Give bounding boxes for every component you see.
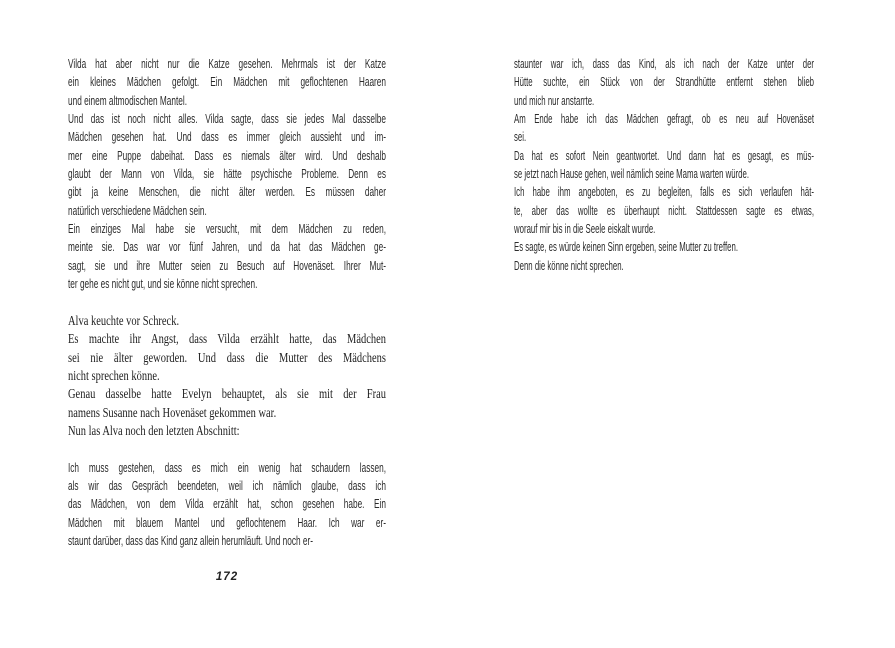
text-line: und einem altmodischen Mantel. — [68, 92, 188, 108]
text-line: Da hat es sofort Nein geantwortet. Und dann hat es gesagt, es müs- — [514, 147, 814, 163]
text-line: staunt darüber, dass das Kind ganz allein herumläuft. Und noch er- — [68, 532, 313, 548]
paragraph — [514, 183, 814, 238]
page-number: 172 — [215, 571, 239, 583]
text-line: Ein einziges Mal habe sie versucht, mit dem Mädchen zu reden, — [68, 221, 386, 237]
text-line: Es machte ihr Angst, dass Vilda erzählt hatte, das Mädchen — [68, 331, 386, 347]
text-line: gibt ja keine Menschen, die nicht älter werden. Es müssen daher — [68, 184, 386, 200]
text-line: ein kleines Mädchen gefolgt. Ein Mädchen mit geflochtenen Haaren — [68, 74, 386, 90]
paragraph — [514, 147, 814, 184]
text-block-inner — [68, 55, 386, 293]
right-page — [514, 55, 814, 275]
text-line: mer eine Puppe dabeihat. Dass es niemals älter wird. Und deshalb — [68, 147, 386, 163]
text-block-serif — [68, 312, 386, 440]
text-line: Genau dasselbe hatte Evelyn behauptet, als sie mit der Frau — [68, 386, 386, 402]
paragraph — [68, 55, 386, 110]
paragraph — [68, 220, 386, 293]
paragraph — [514, 238, 814, 256]
text-block-sans — [514, 55, 814, 275]
text-line: namens Susanne nach Hovenäset gekommen war. — [68, 404, 277, 420]
text-block-inner — [514, 55, 814, 275]
text-line: Vilda hat aber nicht nur die Katze gesehen. Mehrmals ist der Katze — [68, 56, 386, 71]
text-line: Ich habe ihm angeboten, es zu begleiten, falls es sich verlaufen hät- — [514, 184, 814, 200]
text-line: sei. — [514, 129, 527, 145]
text-line: natürlich verschiedene Mädchen sein. — [68, 202, 207, 218]
text-line: Denn die könne nicht sprechen. — [514, 257, 624, 273]
text-line: und mich nur anstarrte. — [514, 92, 595, 108]
text-line: se jetzt nach Hause gehen, weil nämlich seine Mama warten würde. — [514, 166, 749, 182]
left-page — [68, 55, 386, 550]
paragraph — [514, 257, 814, 275]
text-line: staunter war ich, dass das Kind, als ich nach der Katze unter der — [514, 56, 814, 71]
paragraph — [514, 110, 814, 147]
text-line: Und das ist noch nicht alles. Vilda sagte, dass sie jedes Mal dasselbe — [68, 111, 386, 127]
paragraph — [68, 110, 386, 220]
text-block-sans — [68, 55, 386, 293]
text-line: Es sagte, es würde keinen Sinn ergeben, seine Mutter zu treffen. — [514, 239, 739, 255]
text-line: meinte sie. Das war vor fünf Jahren, und da hat das Mädchen ge- — [68, 239, 386, 255]
text-line: Ich muss gestehen, dass es mich ein wenig hat schaudern lassen, — [68, 459, 386, 475]
text-block-inner — [68, 312, 386, 440]
text-line: glaubt der Mann von Vilda, sie hätte psychische Probleme. Denn es — [68, 166, 386, 182]
text-line: das Mädchen, von dem Vilda erzählt hat, schon gesehen habe. Ein — [68, 496, 386, 512]
text-block-inner — [68, 459, 386, 551]
paragraph — [68, 422, 386, 440]
text-line: Hütte suchte, ein Stück von der Strandhütte entfernt stehen blieb — [514, 74, 814, 90]
paragraph — [68, 385, 386, 422]
text-line: sei nie älter geworden. Und dass die Mutter des Mädchens — [68, 349, 386, 365]
text-line: Am Ende habe ich das Mädchen gefragt, ob es neu auf Hovenäset — [514, 111, 814, 127]
text-line: Mädchen mit blauem Mantel und geflochtenem Haar. Ich war er- — [68, 514, 386, 530]
text-line: sagt, sie und ihre Mutter seien zu Besuch auf Hovenäset. Ihrer Mut- — [68, 257, 386, 273]
text-line: Alva keuchte vor Schreck. — [68, 312, 180, 328]
text-line: Mädchen gesehen hat. Und dass es immer gleich aussieht und im- — [68, 129, 386, 145]
paragraph — [68, 312, 386, 330]
paragraph — [68, 330, 386, 385]
text-line: worauf mir bis in die Seele eiskalt wurde. — [514, 221, 656, 237]
text-line: ter gehe es nicht gut, und sie könne nicht sprechen. — [68, 276, 258, 292]
text-line: als wir das Gespräch beendeten, weil ich nämlich glaube, dass ich — [68, 477, 386, 493]
paragraph — [514, 55, 814, 110]
text-line: Nun las Alva noch den letzten Abschnitt: — [68, 422, 240, 438]
text-line: nicht sprechen könne. — [68, 367, 160, 383]
text-line: te, aber das wollte es überhaupt nicht. Stattdessen sagte es etwas, — [514, 202, 814, 218]
text-block-sans — [68, 459, 386, 551]
paragraph — [68, 459, 386, 551]
